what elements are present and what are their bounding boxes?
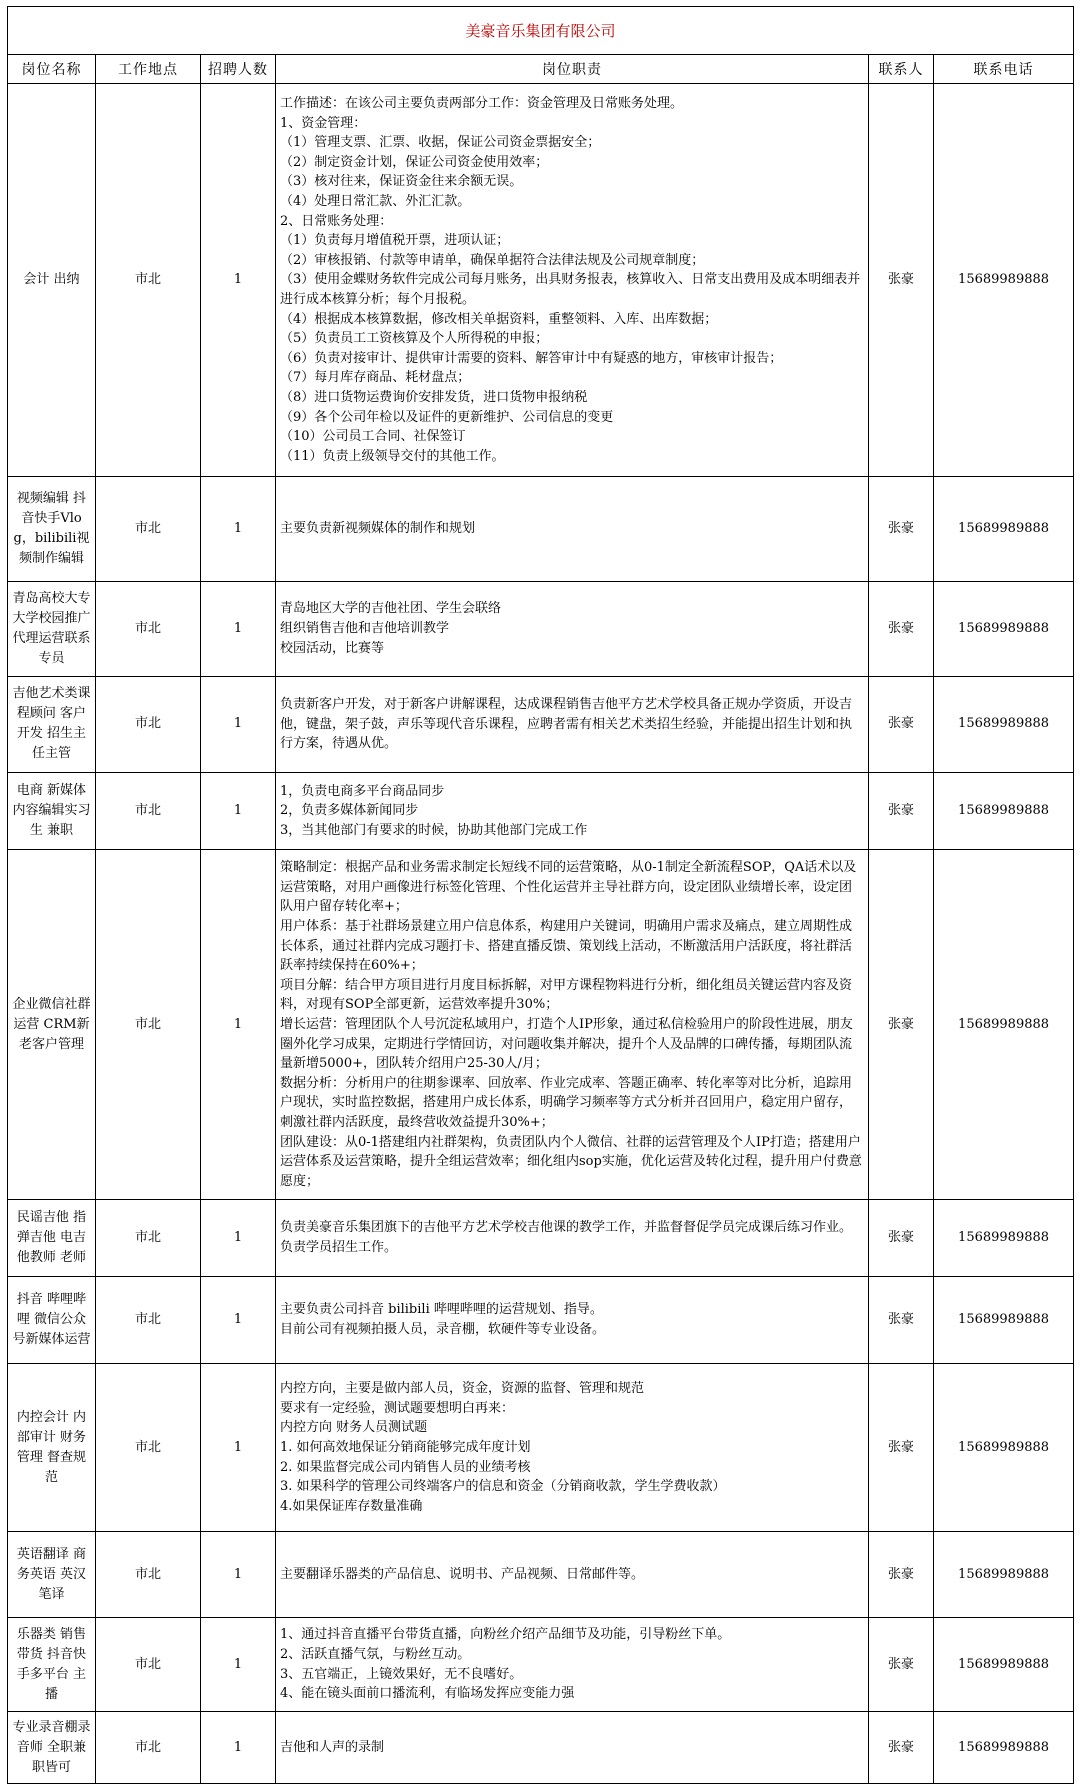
table-row [8,677,1074,773]
table-row [8,850,1074,1200]
duty-line: 要求有一定经验，测试题要想明白再来： [280,1400,515,1416]
headcount-cell: 1 [201,1617,276,1712]
duties-cell [276,476,869,581]
duties-cell [276,84,869,476]
header-duties: 岗位职责 [276,55,869,84]
duty-line: （7）每月库存商品、耗材盘点； [280,370,471,386]
duty-line: 增长运营：管理团队个人号沉淀私域用户，打造个人IP形象，通过私信检验用户的阶段性进展，朋友圈外化学习成果，定期进行学情回访，对问题收集并解决，提升个人及品牌的口碑传播，每期团队流量新增5000+，团队转介绍用户25-30人/月； [280,1016,853,1072]
work-location-cell: 市北 [96,1364,201,1532]
duty-line: （1）负责每月增值税开票，进项认证； [280,233,510,249]
work-location-cell: 市北 [96,84,201,476]
work-location-cell: 市北 [96,1200,201,1276]
table-row [8,1276,1074,1364]
work-location-cell: 市北 [96,1276,201,1364]
position-name-cell: 内控会计 内部审计 财务管理 督查规范 [8,1364,96,1532]
phone-cell: 15689989888 [934,772,1074,849]
headcount-cell: 1 [201,581,276,677]
duties-cell [276,1712,869,1784]
duty-line: 3. 如果科学的管理公司终端客户的信息和资金（分销商收款，学生学费收款） [280,1479,726,1495]
duty-line: 吉他和人声的录制 [280,1739,385,1755]
duty-line: 3、五官端正，上镜效果好，无不良嗜好。 [280,1666,523,1682]
headcount-cell: 1 [201,772,276,849]
duties-cell [276,1617,869,1712]
duties-cell [276,1364,869,1532]
duty-line: （4）根据成本核算数据，修改相关单据资料，重整领料、入库、出库数据； [280,311,718,327]
duty-line: 内控方向，主要是做内部人员，资金，资源的监督、管理和规范 [280,1381,645,1397]
contact-cell: 张豪 [869,1276,934,1364]
work-location-cell: 市北 [96,677,201,773]
table-row [8,581,1074,677]
headcount-cell: 1 [201,1364,276,1532]
duty-line: （3）使用金蝶财务软件完成公司每月账务，出具财务报表，核算收入、日常支出费用及成本明细表并进行成本核算分析；每个月报税。 [280,272,861,307]
duty-line: 主要翻译乐器类的产品信息、说明书、产品视频、日常邮件等。 [280,1566,645,1582]
duty-line: 2、活跃直播气氛，与粉丝互动。 [280,1647,471,1663]
duty-line: （6）负责对接审计、提供审计需要的资料、解答审计中有疑惑的地方，审核审计报告； [280,350,783,366]
duties-cell [276,1532,869,1618]
duties-cell [276,581,869,677]
duty-line: 4、能在镜头面前口播流利，有临场发挥应变能力强 [280,1686,575,1702]
duty-line: （8）进口货物运费询价安排发货，进口货物申报纳税 [280,389,588,405]
duty-line: 2，负责多媒体新闻同步 [280,803,419,819]
duty-line: 校园活动，比赛等 [280,640,385,656]
headcount-cell: 1 [201,1712,276,1784]
duty-line: 负责学员招生工作。 [280,1240,398,1256]
headcount-cell: 1 [201,476,276,581]
table-row [8,476,1074,581]
contact-cell: 张豪 [869,476,934,581]
position-name-cell: 民谣吉他 指弹吉他 电吉他教师 老师 [8,1200,96,1276]
duty-line: （4）处理日常汇款、外汇汇款。 [280,194,471,209]
contact-cell: 张豪 [869,772,934,849]
headcount-cell: 1 [201,84,276,476]
work-location-cell: 市北 [96,1617,201,1712]
duty-line: 目前公司有视频拍摄人员，录音棚，软硬件等专业设备。 [280,1322,606,1338]
position-name-cell: 抖音 哔哩哔哩 微信公众号新媒体运营 [8,1276,96,1364]
table-row [8,1532,1074,1618]
duty-line: 2. 如果监督完成公司内销售人员的业绩考核 [280,1459,531,1475]
duty-line: 4.如果保证库存数量准确 [280,1498,423,1514]
work-location-cell: 市北 [96,772,201,849]
duty-line: （2）制定资金计划，保证公司资金使用效率； [280,154,549,170]
header-contact: 联系人 [869,55,934,84]
contact-cell: 张豪 [869,850,934,1200]
duty-line: 工作描述：在该公司主要负责两部分工作：资金管理及日常账务处理。 [280,96,684,112]
contact-cell: 张豪 [869,1532,934,1618]
duty-line: 项目分解：结合甲方项目进行月度目标拆解，对甲方课程物料进行分析，细化组员关键运营内容及资料，对现有SOP全部更新，运营效率提升30%； [280,977,853,1013]
phone-cell: 15689989888 [934,850,1074,1200]
duty-line: 主要负责公司抖音 bilibili 哔哩哔哩的运营规划、指导。 [280,1302,603,1318]
table-row [8,1617,1074,1712]
duty-line: 3，当其他部门有要求的时候，协助其他部门完成工作 [280,822,588,838]
duty-line: 负责新客户开发，对于新客户讲解课程，达成课程销售吉他平方艺术学校具备正规办学资质，开设吉他，键盘，架子鼓，声乐等现代音乐课程，应聘者需有相关艺术类招生经验，并能提出招生计划和执行方案，待遇从优。 [280,697,853,752]
phone-cell: 15689989888 [934,1617,1074,1712]
headcount-cell: 1 [201,1276,276,1364]
position-name-cell: 会计 出纳 [8,84,96,476]
table-row [8,772,1074,849]
duty-line: 1、通过抖音直播平台带货直播，向粉丝介绍产品细节及功能，引导粉丝下单。 [280,1627,731,1643]
contact-cell: 张豪 [869,677,934,773]
contact-cell: 张豪 [869,1364,934,1532]
duty-line: 策略制定：根据产品和业务需求制定长短线不同的运营策略，从0-1制定全新流程SOP，QA话术以及运营策略，对用户画像进行标签化管理、个性化运营并主导社群方向，设定团队业绩增长率，设定团队用户留存转化率+； [280,860,857,915]
header-work-location: 工作地点 [96,55,201,84]
work-location-cell: 市北 [96,476,201,581]
duty-line: 负责美豪音乐集团旗下的吉他平方艺术学校吉他课的教学工作，并监督督促学员完成课后练习作业。 [280,1220,853,1236]
contact-cell: 张豪 [869,1200,934,1276]
table-row [8,1712,1074,1784]
phone-cell: 15689989888 [934,1364,1074,1532]
duties-cell [276,1200,869,1276]
work-location-cell: 市北 [96,1532,201,1618]
job-listing-table [7,6,1074,1784]
duty-line: 1，负责电商多平台商品同步 [280,783,445,799]
contact-cell: 张豪 [869,84,934,476]
duties-cell [276,772,869,849]
duty-line: 组织销售吉他和吉他培训教学 [280,621,450,637]
duties-cell [276,677,869,773]
contact-cell: 张豪 [869,581,934,677]
duty-line: （11）负责上级领导交付的其他工作。 [280,448,505,464]
header-phone: 联系电话 [934,55,1074,84]
contact-cell: 张豪 [869,1712,934,1784]
position-name-cell: 吉他艺术类课程顾问 客户开发 招生主任主管 [8,677,96,773]
duty-line: （3）核对往来，保证资金往来余额无误。 [280,174,523,190]
duty-line: 内控方向 财务人员测试题 [280,1420,428,1436]
table-row [8,84,1074,476]
position-name-cell: 乐器类 销售带货 抖音快手多平台 主播 [8,1617,96,1712]
phone-cell: 15689989888 [934,84,1074,476]
phone-cell: 15689989888 [934,1200,1074,1276]
phone-cell: 15689989888 [934,1532,1074,1618]
duty-line: （10）公司员工合同、社保签订 [280,429,466,445]
duty-line: 用户体系：基于社群场景建立用户信息体系，构建用户关键词，明确用户需求及痛点，建立周期性成长体系，通过社群内完成习题打卡、搭建直播反馈、策划线上活动，不断激活用户活跃度，将社群活跃率持续保持在60%+； [280,918,853,974]
duty-line: 1. 如何高效地保证分销商能够完成年度计划 [280,1440,531,1456]
header-headcount: 招聘人数 [201,55,276,84]
title-row [8,7,1074,55]
table-row [8,1200,1074,1276]
headcount-cell: 1 [201,677,276,773]
headcount-cell: 1 [201,850,276,1200]
headcount-cell: 1 [201,1200,276,1276]
duty-line: 数据分析：分析用户的往期参课率、回放率、作业完成率、答题正确率、转化率等对比分析，追踪用户现状，实时监控数据，搭建用户成长体系，明确学习频率等方式分析并召回用户，稳定用户留存，刺激社群内活跃度，最终营收效益提升30%+； [280,1075,853,1130]
position-name-cell: 青岛高校大专大学校园推广代理运营联系专员 [8,581,96,677]
work-location-cell: 市北 [96,1712,201,1784]
duty-line: 青岛地区大学的吉他社团、学生会联络 [280,601,502,617]
header-row [8,55,1074,84]
duty-line: 团队建设：从0-1搭建组内社群架构，负责团队内个人微信、社群的运营管理及个人IP打造；搭建用户运营体系及运营策略，提升全组运营效率；细化组内sop实施，优化运营及转化过程，提升用户付费意愿度； [280,1134,862,1189]
position-name-cell: 电商 新媒体内容编辑实习生 兼职 [8,772,96,849]
work-location-cell: 市北 [96,850,201,1200]
position-name-cell: 视频编辑 抖音快手Vlog，bilibili视频制作编辑 [8,476,96,581]
position-name-cell: 英语翻译 商务英语 英汉笔译 [8,1532,96,1618]
duties-cell [276,1276,869,1364]
duty-line: （5）负责员工工资核算及个人所得税的申报； [280,331,549,347]
duty-line: （2）审核报销、付款等申请单，确保单据符合法律法规及公司规章制度； [280,252,705,268]
duty-line: 主要负责新视频媒体的制作和规划 [280,520,476,536]
contact-cell: 张豪 [869,1617,934,1712]
duty-line: 1、资金管理： [280,115,367,131]
duty-line: 2、日常账务处理： [280,213,393,229]
duty-line: （9）各个公司年检以及证件的更新维护、公司信息的变更 [280,409,614,425]
position-name-cell: 企业微信社群运营 CRM新老客户管理 [8,850,96,1200]
phone-cell: 15689989888 [934,581,1074,677]
phone-cell: 15689989888 [934,677,1074,773]
phone-cell: 15689989888 [934,476,1074,581]
work-location-cell: 市北 [96,581,201,677]
position-name-cell: 专业录音棚录音师 全职兼职皆可 [8,1712,96,1784]
header-position-name: 岗位名称 [8,55,96,84]
company-title: 美豪音乐集团有限公司 [8,7,1074,55]
phone-cell: 15689989888 [934,1276,1074,1364]
duty-line: （1）管理支票、汇票、收据，保证公司资金票据安全； [280,135,601,151]
table-row [8,1364,1074,1532]
headcount-cell: 1 [201,1532,276,1618]
duties-cell [276,850,869,1200]
phone-cell: 15689989888 [934,1712,1074,1784]
